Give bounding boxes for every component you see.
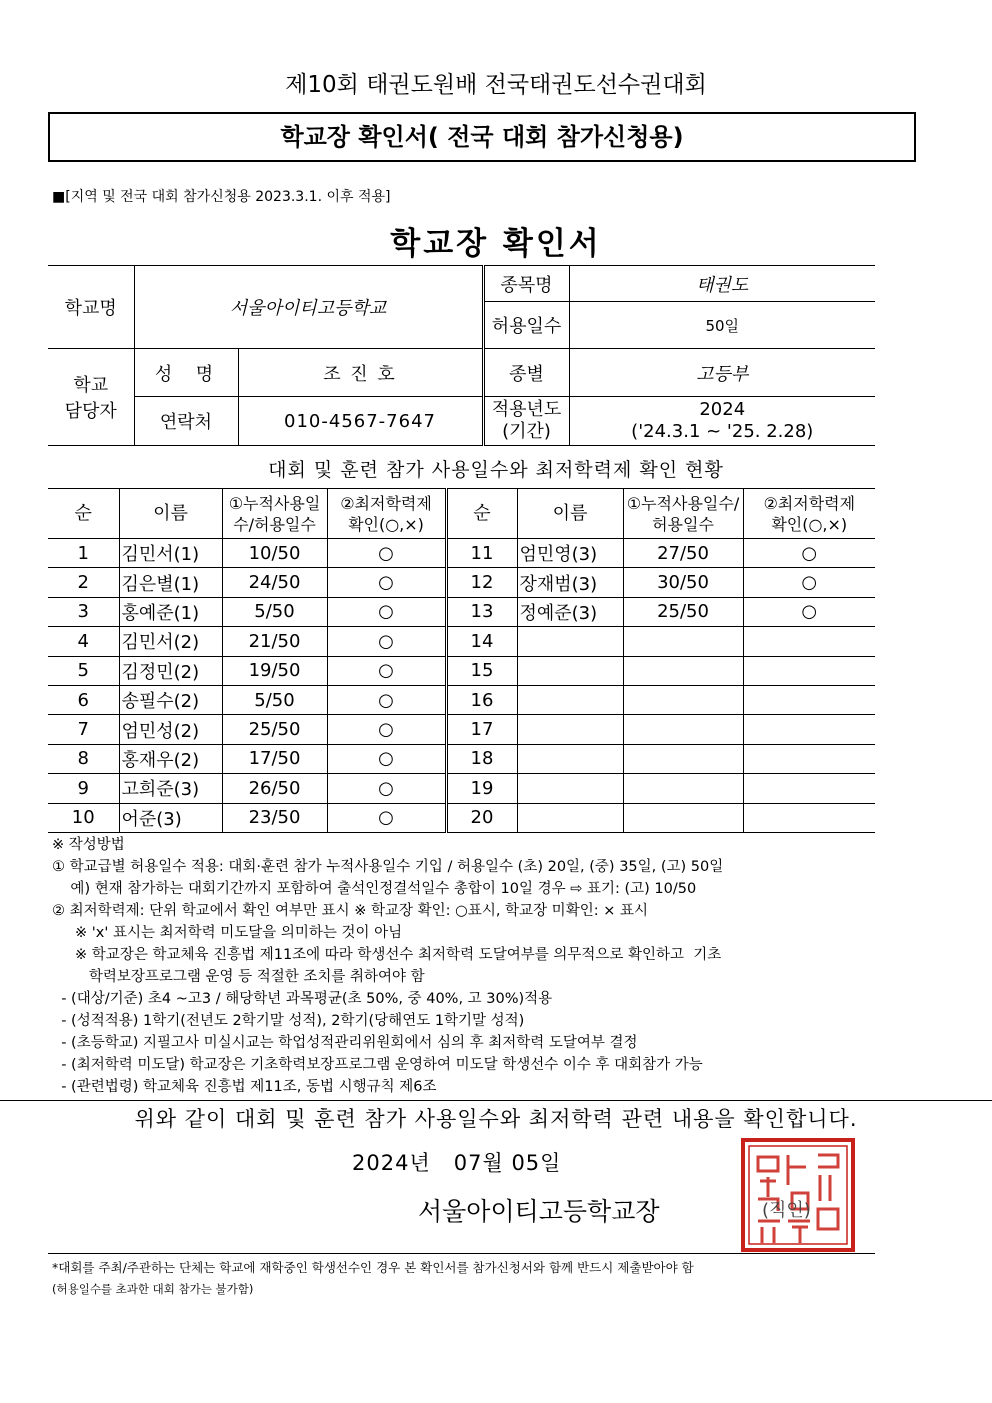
period: ('24.3.1 ~ '25. 2.28) (631, 421, 814, 442)
cell-days: 5/50 (222, 685, 327, 714)
applicability-note: ■[지역 및 전국 대회 참가신청용 2023.3.1. 이후 적용] (52, 189, 391, 205)
cell-name: 장재범(3) (517, 568, 623, 597)
cell-no: 10 (48, 803, 119, 832)
cell-name (517, 656, 623, 685)
cell-name: 김민서(1) (119, 539, 222, 568)
cell-academic: ○ (327, 744, 446, 773)
allowed-days-value: 50일 (569, 302, 875, 349)
header-days-line2: 수/허용일수 (233, 514, 316, 534)
cell-academic (743, 685, 875, 714)
name-label: 성 명 (134, 349, 238, 397)
cell-days: 25/50 (222, 715, 327, 744)
cell-name (517, 803, 623, 832)
school-label: 학교명 (48, 266, 134, 349)
cell-name: 홍재우(2) (119, 744, 222, 773)
cell-name (517, 685, 623, 714)
cell-name: 어준(3) (119, 803, 222, 832)
cell-days: 24/50 (222, 568, 327, 597)
cell-no: 19 (446, 774, 517, 803)
cell-no: 1 (48, 539, 119, 568)
cell-days (623, 656, 743, 685)
year-value (569, 397, 875, 446)
cell-academic: ○ (327, 685, 446, 714)
sport-value: 태권도 (569, 266, 875, 302)
cell-no: 20 (446, 803, 517, 832)
allowed-days-label: 허용일수 (483, 302, 569, 349)
cell-days (623, 774, 743, 803)
instruction-line: ※ 작성방법 (52, 837, 125, 853)
cell-days (623, 685, 743, 714)
cell-days: 26/50 (222, 774, 327, 803)
status-title: 대회 및 훈련 참가 사용일수와 최저학력제 확인 현황 (268, 459, 724, 481)
header-academic-line1: ②최저학력제 (340, 493, 432, 513)
cell-academic: ○ (743, 568, 875, 597)
cell-academic (743, 715, 875, 744)
header-name-2: 이름 (517, 489, 623, 539)
footer-divider (48, 1253, 875, 1254)
header-days-2 (623, 489, 743, 539)
cell-academic: ○ (327, 803, 446, 832)
cell-name (517, 715, 623, 744)
main-heading: 학교장 확인서( 전국 대회 참가신청용) (48, 112, 916, 162)
year-label (483, 397, 569, 446)
sport-label: 종목명 (483, 266, 569, 302)
cell-no: 15 (446, 656, 517, 685)
table-row (48, 597, 875, 626)
cell-days (623, 627, 743, 656)
cell-no: 14 (446, 627, 517, 656)
division-value: 고등부 (569, 349, 875, 397)
cell-days (623, 744, 743, 773)
division-label: 종별 (483, 349, 569, 397)
cell-academic: ○ (327, 568, 446, 597)
staff-label-line1: 학교 (73, 375, 109, 396)
school-name: 서울아이티고등학교 (134, 266, 483, 349)
table-row (48, 568, 875, 597)
header-academic-2-line2: 확인(○,×) (771, 514, 848, 534)
cell-name: 김은별(1) (119, 568, 222, 597)
instruction-line: ② 최저학력제: 단위 학교에서 확인 여부만 표시 ※ 학교장 확인: ○표시, 학교장 미확인: × 표시 (52, 903, 648, 919)
instruction-line: - (초등학교) 지필고사 미실시교는 학업성적관리위원회에서 심의 후 최저학력 도달여부 결정 (52, 1035, 638, 1051)
cell-no: 16 (446, 685, 517, 714)
header-no: 순 (48, 489, 119, 539)
cell-no: 3 (48, 597, 119, 626)
table-row (48, 539, 875, 568)
instruction-line: - (최저학력 미도달) 학교장은 기초학력보장프로그램 운영하여 미도달 학생선수 이수 후 대회참가 가능 (52, 1057, 703, 1073)
table-row (48, 715, 875, 744)
cell-academic (743, 774, 875, 803)
cell-no: 11 (446, 539, 517, 568)
header-academic-2 (743, 489, 875, 539)
instruction-line: - (관련법령) 학교체육 진흥법 제11조, 동법 시행규칙 제6조 (52, 1079, 437, 1095)
year-label-line1: 적용년도 (491, 399, 562, 420)
cell-days: 27/50 (623, 539, 743, 568)
cell-academic (743, 656, 875, 685)
cell-days: 23/50 (222, 803, 327, 832)
table-row (48, 627, 875, 656)
footer-note-2: (허용일수를 초과한 대회 참가는 불가함) (52, 1282, 254, 1296)
cell-academic (743, 627, 875, 656)
cell-no: 5 (48, 656, 119, 685)
cell-days: 10/50 (222, 539, 327, 568)
cell-no: 17 (446, 715, 517, 744)
header-days-line1: ①누적사용일 (228, 493, 321, 513)
event-title: 제10회 태권도원배 전국태권도선수권대회 (285, 72, 707, 98)
issue-date: 2024년 07월 05일 (352, 1151, 562, 1175)
table-row (48, 656, 875, 685)
cell-academic: ○ (327, 656, 446, 685)
cell-name: 홍예준(1) (119, 597, 222, 626)
instruction-line: - (대상/기준) 초4 ~고3 / 해당학년 과목평균(초 50%, 중 40%, 고 30%)적용 (52, 991, 553, 1007)
cell-no: 7 (48, 715, 119, 744)
cell-days: 19/50 (222, 656, 327, 685)
cell-name (517, 774, 623, 803)
instruction-line: 예) 현재 참가하는 대회기간까지 포함하여 출석인정결석일수 총합이 10일 경우 ⇨ 표기: (고) 10/50 (52, 881, 697, 897)
cell-days: 21/50 (222, 627, 327, 656)
seal-label: (직인) (762, 1200, 811, 1221)
instruction-line: - (성적적용) 1학기(전년도 2학기말 성적), 2학기(당해연도 1학기말 성적) (52, 1013, 525, 1029)
year: 2024 (699, 399, 746, 420)
header-name: 이름 (119, 489, 222, 539)
confirmation-text: 위와 같이 대회 및 훈련 참가 사용일수와 최저학력 관련 내용을 확인합니다. (0, 1100, 992, 1133)
staff-label-line2: 담당자 (64, 401, 117, 422)
cell-name (517, 744, 623, 773)
table-row (48, 803, 875, 832)
footer-note: *대회를 주최/주관하는 단체는 학교에 재학중인 학생선수인 경우 본 확인서를 참가신청서와 함께 반드시 제출받아야 함 (52, 1260, 694, 1275)
cell-academic: ○ (327, 774, 446, 803)
header-academic-line2: 확인(○,×) (348, 514, 424, 534)
cell-days: 25/50 (623, 597, 743, 626)
cell-name: 김정민(2) (119, 656, 222, 685)
header-days-2-line2: 허용일수 (652, 514, 714, 534)
header-academic-2-line1: ②최저학력제 (763, 493, 856, 513)
official-seal (740, 1137, 856, 1253)
cell-days: 17/50 (222, 744, 327, 773)
instructions (52, 834, 882, 1098)
table-row (48, 744, 875, 773)
cell-name: 엄민성(2) (119, 715, 222, 744)
cell-no: 8 (48, 744, 119, 773)
contact-value: 010-4567-7647 (238, 397, 483, 446)
header-days (222, 489, 327, 539)
cell-no: 2 (48, 568, 119, 597)
instruction-line: ※ 학교장은 학교체육 진흥법 제11조에 따라 학생선수 최저학력 도달여부를 의무적으로 확인하고 기초 (52, 947, 722, 963)
instruction-line: 학력보장프로그램 운영 등 적절한 조치를 취하여야 함 (52, 969, 425, 985)
instruction-line: ① 학교급별 허용일수 적용: 대회·훈련 참가 누적사용일수 기입 / 허용일수 (초) 20일, (중) 35일, (고) 50일 (52, 859, 724, 875)
cell-no: 6 (48, 685, 119, 714)
cell-days (623, 803, 743, 832)
cell-name: 엄민영(3) (517, 539, 623, 568)
form-title: 학교장 확인서 (390, 226, 602, 262)
cell-academic: ○ (327, 627, 446, 656)
cell-name (517, 627, 623, 656)
cell-name: 고희준(3) (119, 774, 222, 803)
cell-days (623, 715, 743, 744)
instruction-line: ※ 'x' 표시는 최저학력 미도달을 의미하는 것이 아님 (52, 925, 403, 941)
cell-days: 5/50 (222, 597, 327, 626)
cell-days: 30/50 (623, 568, 743, 597)
cell-academic: ○ (743, 597, 875, 626)
cell-academic: ○ (743, 539, 875, 568)
cell-name: 송필수(2) (119, 685, 222, 714)
cell-no: 18 (446, 744, 517, 773)
cell-name: 정예준(3) (517, 597, 623, 626)
cell-academic: ○ (327, 715, 446, 744)
header-academic (327, 489, 446, 539)
roster-table (48, 488, 875, 833)
header-no-2: 순 (446, 489, 517, 539)
cell-academic: ○ (327, 539, 446, 568)
staff-label (48, 349, 134, 446)
table-row (48, 685, 875, 714)
school-info-table (48, 265, 875, 446)
cell-no: 13 (446, 597, 517, 626)
cell-no: 9 (48, 774, 119, 803)
header-days-2-line1: ①누적사용일수/ (626, 493, 740, 513)
principal-title: 서울아이티고등학교장 (418, 1197, 660, 1226)
cell-academic (743, 803, 875, 832)
year-label-line2: (기간) (502, 421, 551, 442)
cell-no: 12 (446, 568, 517, 597)
cell-academic: ○ (327, 597, 446, 626)
cell-name: 김민서(2) (119, 627, 222, 656)
staff-name: 조 진 호 (238, 349, 483, 397)
contact-label: 연락처 (134, 397, 238, 446)
cell-academic (743, 744, 875, 773)
table-row (48, 774, 875, 803)
cell-no: 4 (48, 627, 119, 656)
